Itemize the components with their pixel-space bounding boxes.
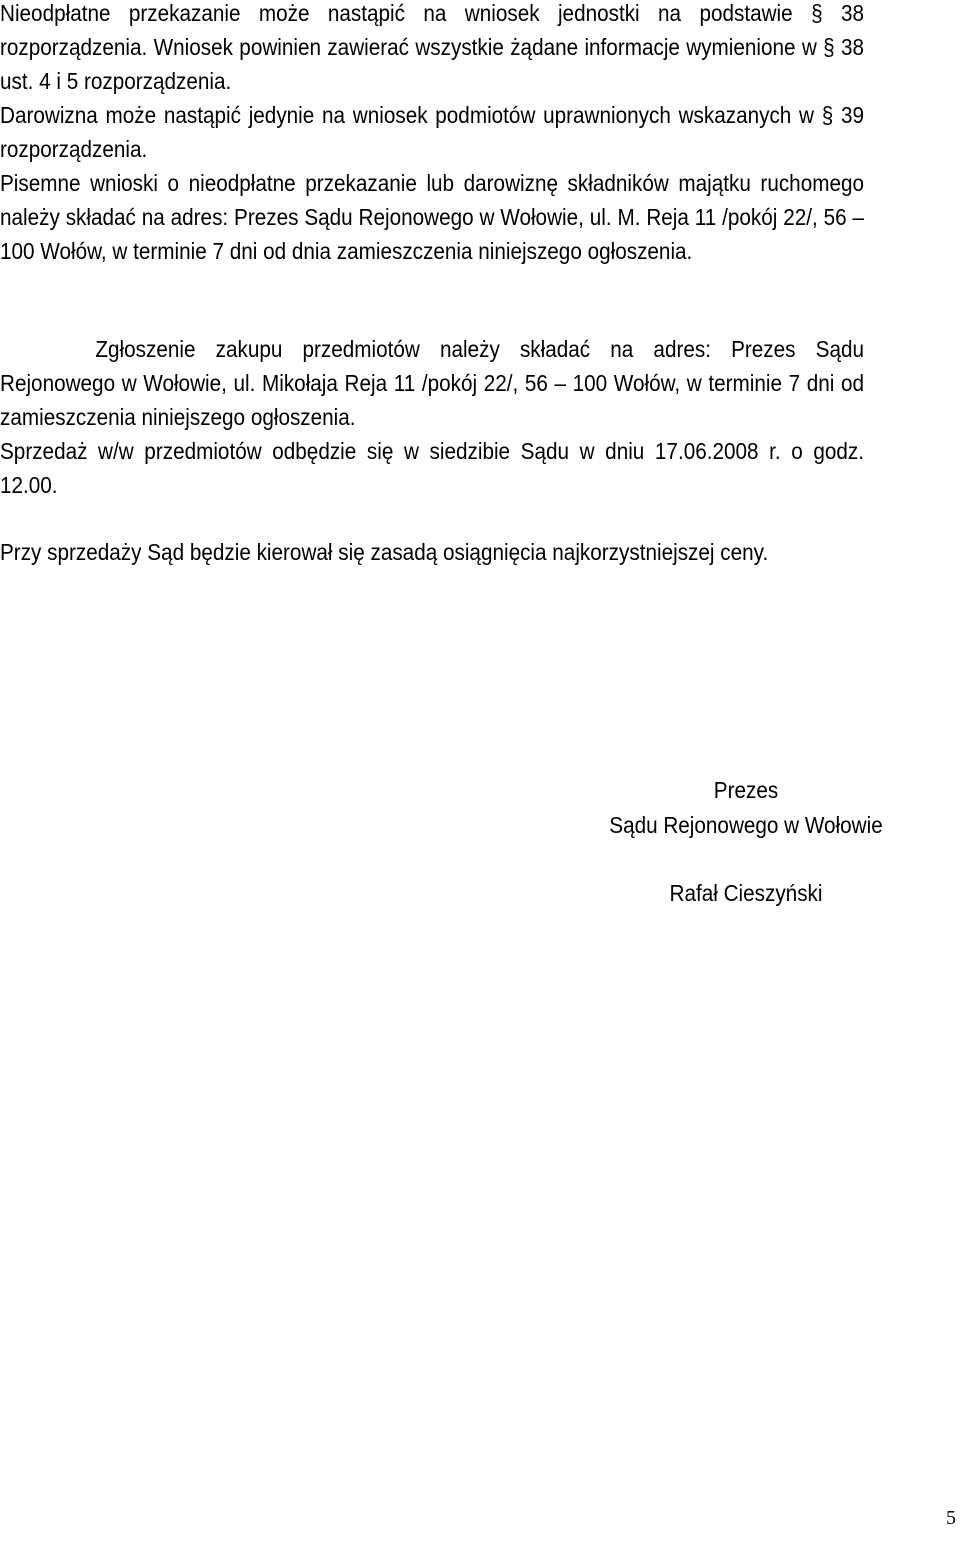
signature-institution: Sądu Rejonowego w Wołowie <box>609 812 883 838</box>
paragraph-transfer-request: Nieodpłatne przekazanie może nastąpić na wniosek jednostki na podstawie § 38 rozporządzenia. Wniosek powinien zawierać wszystkie żądane informacje wymienione w § 38 ust. 4 i 5 rozporządzenia. <box>0 0 864 94</box>
signature-name: Rafał Cieszyński <box>669 880 823 906</box>
paragraph-donation: Darowizna może nastąpić jedynie na wniosek podmiotów uprawnionych wskazanych w § 39 rozporządzenia. <box>0 102 864 162</box>
paragraph-written-requests: Pisemne wnioski o nieodpłatne przekazanie lub darowiznę składników majątku ruchomego należy składać na adres: Prezes Sądu Rejonowego w Wołowie, ul. M. Reja 11 /pokój 22/, 56 – 100 Wołów, w terminie 7 dni od dnia zamieszczenia niniejszego ogłoszenia. <box>0 170 864 264</box>
signature-title: Prezes <box>713 777 779 803</box>
paragraph-sale-date: Sprzedaż w/w przedmiotów odbędzie się w siedzibie Sądu w dniu 17.06.2008 r. o godz. 12.00. <box>0 438 864 498</box>
paragraph-sale-principle: Przy sprzedaży Sąd będzie kierował się zasadą osiągnięcia najkorzystniejszej ceny. <box>0 539 769 565</box>
paragraph-purchase-application: Zgłoszenie zakupu przedmiotów należy składać na adres: Prezes Sądu Rejonowego w Wołowie, ul. Mikołaja Reja 11 /pokój 22/, 56 – 100 Wołów, w terminie 7 dni od zamieszczenia niniejszego ogłoszenia. <box>0 336 864 430</box>
page-number: 5 <box>946 1507 956 1529</box>
